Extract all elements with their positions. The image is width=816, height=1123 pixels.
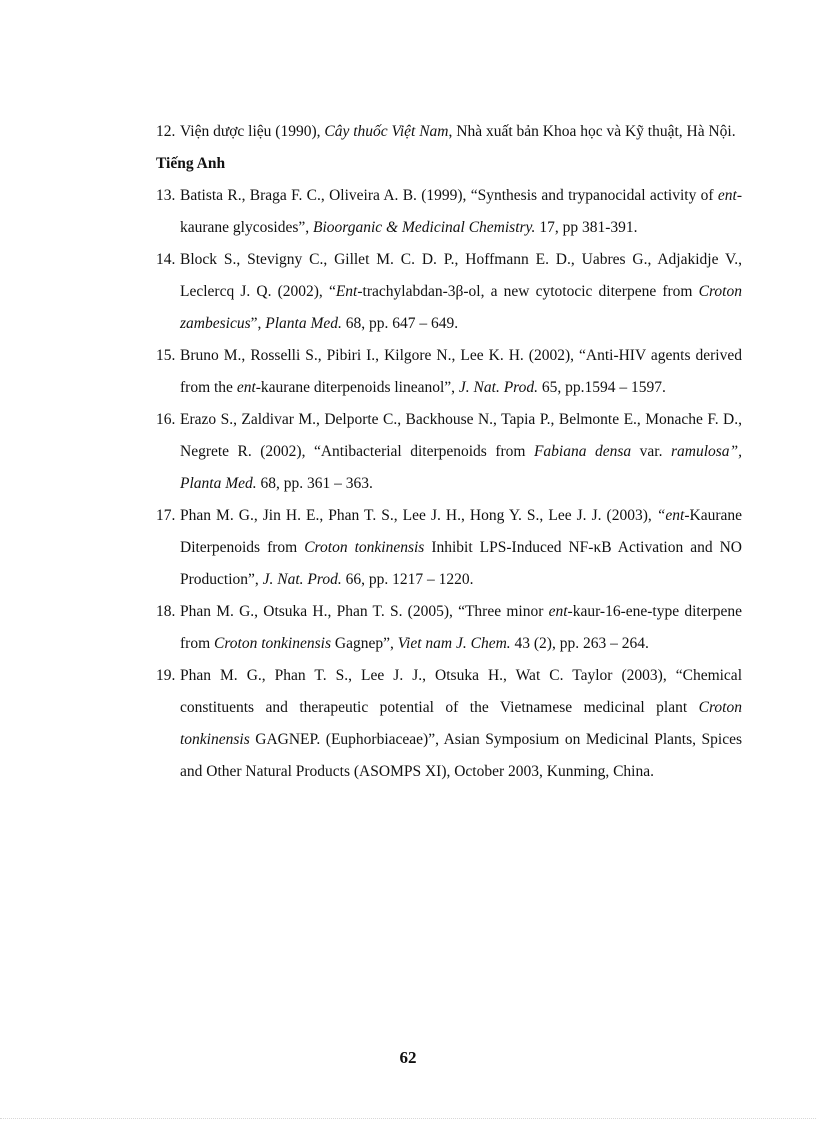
reference-italic: ent: [717, 187, 737, 204]
reference-list: [156, 116, 742, 788]
reference-number: 17.: [156, 507, 176, 524]
reference-italic: ent: [548, 603, 568, 620]
reference-number: 16.: [156, 411, 176, 428]
reference-italic: “ent-: [656, 507, 690, 524]
reference-item: [156, 116, 742, 148]
reference-text: 68, pp. 361 – 363.: [256, 475, 373, 492]
journal-name: Planta Med.: [265, 315, 342, 332]
reference-text: var.: [631, 443, 671, 460]
reference-italic: ent: [236, 379, 256, 396]
reference-text: -kaur-16-ene-type diterpene from: [180, 603, 742, 652]
reference-text: Phan M. G., Jin H. E., Phan T. S., Lee J. H., Hong Y. S., Lee J. J. (2003),: [180, 507, 657, 524]
reference-text: Inhibit LPS-Induced NF-κB Activation and NO Production”,: [180, 539, 742, 588]
section-heading: Tiếng Anh: [156, 155, 226, 172]
reference-text: 66, pp. 1217 – 1220.: [341, 571, 474, 588]
journal-name: J. Nat. Prod.: [458, 379, 538, 396]
reference-text: Gagnep”,: [331, 635, 398, 652]
reference-item: [156, 404, 742, 500]
reference-italic: Ent: [335, 283, 358, 300]
species-name: Croton tonkinensis: [180, 699, 742, 748]
reference-text: Phan M. G., Otsuka H., Phan T. S. (2005), “Three minor: [180, 603, 549, 620]
reference-title-italic: Cây thuốc Việt Nam: [324, 123, 449, 140]
reference-number: 15.: [156, 347, 176, 364]
reference-number: 13.: [156, 187, 176, 204]
reference-text: GAGNEP. (Euphorbiaceae)”, Asian Symposium on Medicinal Plants, Spices and Other Natural Products (ASOMPS XI), October 2003, Kunming, China.: [180, 731, 742, 780]
reference-text: Block S., Stevigny C., Gillet M. C. D. P., Hoffmann E. D., Uabres G., Adjakidje V., Leclercq J. Q. (2002), “: [180, 251, 742, 300]
reference-text: -trachylabdan-3β-ol, a new cytotocic diterpene from: [357, 283, 699, 300]
species-name: Croton tonkinensis: [214, 635, 331, 652]
reference-item: [156, 660, 742, 788]
reference-number: 19.: [156, 667, 176, 684]
reference-item: [156, 596, 742, 660]
reference-item: [156, 244, 742, 340]
species-name: Croton tonkinensis: [304, 539, 425, 556]
reference-text: , Nhà xuất bản Khoa học và Kỹ thuật, Hà Nội.: [448, 123, 736, 140]
reference-number: 14.: [156, 251, 176, 268]
species-name: Croton zambesicus: [180, 283, 742, 332]
reference-number: 12.: [156, 123, 176, 140]
reference-text: -kaurane glycosides”,: [180, 187, 742, 236]
page-bottom-divider: [0, 1118, 816, 1119]
reference-text: 68, pp. 647 – 649.: [341, 315, 459, 332]
journal-name: Bioorganic & Medicinal Chemistry.: [313, 219, 536, 236]
reference-text: Bruno M., Rosselli S., Pibiri I., Kilgore N., Lee K. H. (2002), “Anti-HIV agents derived from the: [180, 347, 742, 396]
reference-item: [156, 500, 742, 596]
reference-text: -kaurane diterpenoids lineanol”,: [255, 379, 459, 396]
reference-text: Kaurane Diterpenoids from: [180, 507, 742, 556]
reference-item: [156, 340, 742, 404]
journal-name: J. Nat. Prod.: [262, 571, 342, 588]
species-name: Fabiana densa: [533, 443, 632, 460]
journal-name: Viet nam J. Chem.: [397, 635, 511, 652]
reference-text: 65, pp.1594 – 1597.: [538, 379, 666, 396]
reference-item: [156, 180, 742, 244]
reference-text: Batista R., Braga F. C., Oliveira A. B. (1999), “Synthesis and trypanocidal activity of: [180, 187, 718, 204]
journal-name: ramulosa”, Planta Med.: [180, 443, 743, 492]
reference-text: Phan M. G., Phan T. S., Lee J. J., Otsuka H., Wat C. Taylor (2003), “Chemical constituents and therapeutic potential of the Vietnamese medicinal plant: [180, 667, 742, 716]
reference-number: 18.: [156, 603, 176, 620]
reference-text: Viện dược liệu (1990),: [180, 123, 325, 140]
page-number: 62: [399, 1048, 417, 1067]
reference-text: 17, pp 381-391.: [535, 219, 638, 236]
reference-text: 43 (2), pp. 263 – 264.: [510, 635, 649, 652]
reference-text: ”,: [250, 315, 266, 332]
reference-text: Erazo S., Zaldivar M., Delporte C., Backhouse N., Tapia P., Belmonte E., Monache F. D., Negrete R. (2002), “Antibacterial diterpenoids from: [180, 411, 742, 460]
